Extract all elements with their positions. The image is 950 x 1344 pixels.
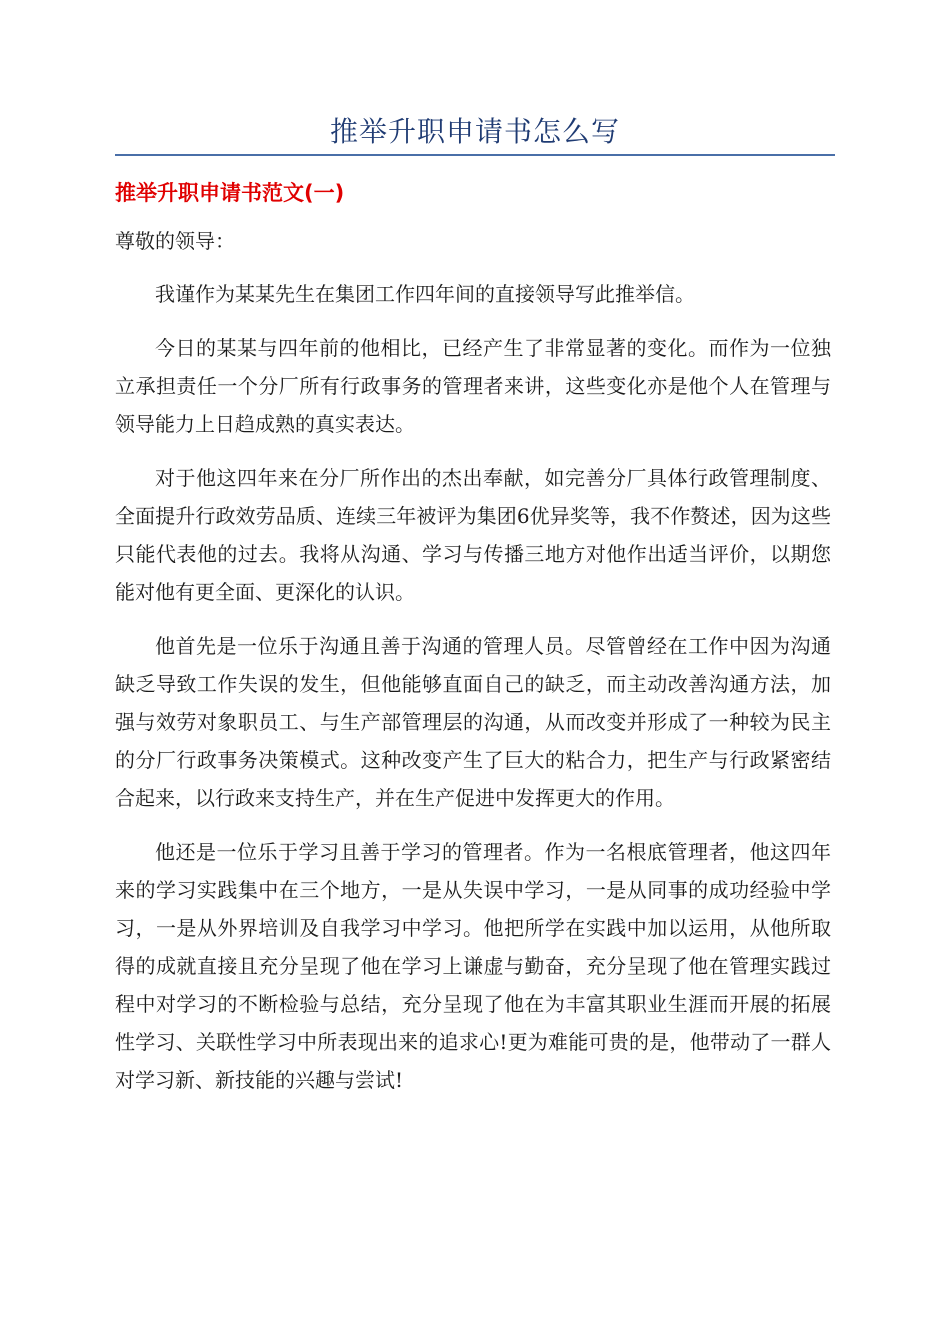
- paragraph: 他首先是一位乐于沟通且善于沟通的管理人员。尽管曾经在工作中因为沟通缺乏导致工作失误的发生，但他能够直面自己的缺乏，而主动改善沟通方法，加强与效劳对象职员工、与生产部管理层的沟通，从而改变并形成了一种较为民主的分厂行政事务决策模式。这种改变产生了巨大的粘合力，把生产与行政紧密结合起来，以行政来支持生产，并在生产促进中发挥更大的作用。: [115, 634, 831, 810]
- salutation: 尊敬的领导：: [115, 229, 235, 253]
- paragraph: 他还是一位乐于学习且善于学习的管理者。作为一名根底管理者，他这四年来的学习实践集中在三个地方，一是从失误中学习，一是从同事的成功经验中学习，一是从外界培训及自我学习中学习。他把所学在实践中加以运用，从他所取得的成就直接且充分呈现了他在学习上谦虚与勤奋，充分呈现了他在管理实践过程中对学习的不断检验与总结，充分呈现了他在为丰富其职业生涯而开展的拓展性学习、关联性学习中所表现出来的追求心!更为难能可贵的是，他带动了一群人对学习新、新技能的兴趣与尝试!: [115, 840, 831, 1092]
- title-divider: [115, 154, 835, 156]
- document-title: 推举升职申请书怎么写: [329, 115, 620, 148]
- paragraph: 今日的某某与四年前的他相比，已经产生了非常显著的变化。而作为一位独立承担责任一个分厂所有行政事务的管理者来讲，这些变化亦是他个人在管理与领导能力上日趋成熟的真实表达。: [115, 336, 831, 436]
- section-heading: 推举升职申请书范文(一): [115, 181, 345, 205]
- paragraph: 我谨作为某某先生在集团工作四年间的直接领导写此推举信。: [155, 282, 695, 306]
- letter-body: [115, 275, 831, 1115]
- paragraph: 对于他这四年来在分厂所作出的杰出奉献，如完善分厂具体行政管理制度、全面提升行政效劳品质、连续三年被评为集团6优异奖等，我不作赘述，因为这些只能代表他的过去。我将从沟通、学习与传播三地方对他作出适当评价，以期您能对他有更全面、更深化的认识。: [115, 466, 831, 604]
